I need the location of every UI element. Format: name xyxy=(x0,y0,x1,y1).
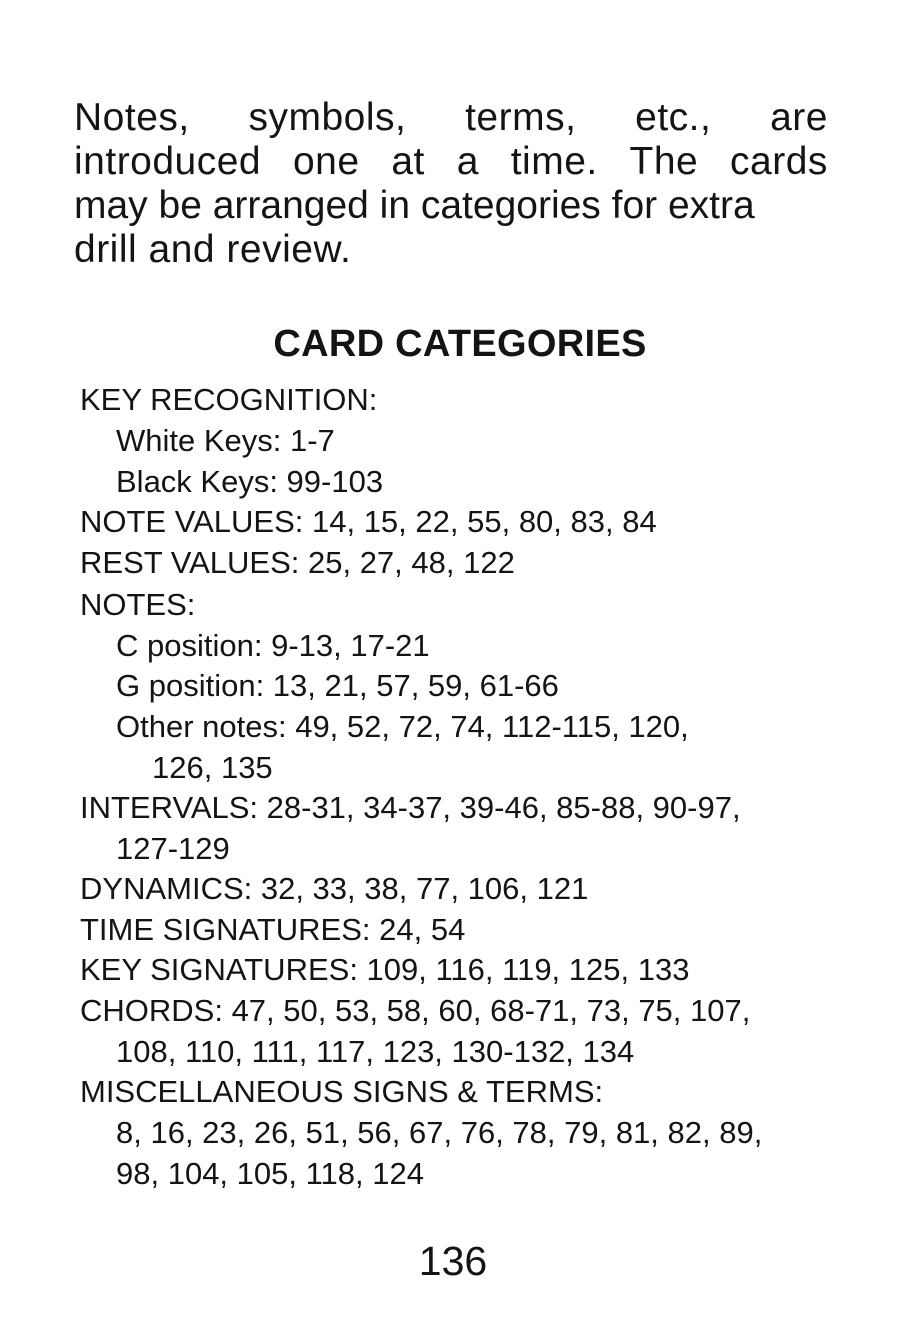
subcategory-other-notes-continued: 126, 135 xyxy=(152,750,273,785)
intro-word: a xyxy=(456,140,479,183)
category-rest-values: REST VALUES: 25, 27, 48, 122 xyxy=(80,545,515,580)
category-miscellaneous-values-continued: 98, 104, 105, 118, 124 xyxy=(116,1156,424,1191)
section-heading: CARD CATEGORIES xyxy=(273,323,647,365)
category-note-values: NOTE VALUES: 14, 15, 22, 55, 80, 83, 84 xyxy=(80,504,657,539)
subcategory-black-keys: Black Keys: 99-103 xyxy=(116,464,384,499)
intro-word: at xyxy=(391,140,425,183)
subcategory-g-position: G position: 13, 21, 57, 59, 61-66 xyxy=(116,668,559,703)
intro-word: are xyxy=(770,96,828,139)
intro-word: cards xyxy=(730,140,828,183)
page-number: 136 xyxy=(418,1238,488,1284)
category-key-signatures: KEY SIGNATURES: 109, 116, 119, 125, 133 xyxy=(80,952,690,987)
category-time-signatures: TIME SIGNATURES: 24, 54 xyxy=(80,912,466,947)
category-chords: CHORDS: 47, 50, 53, 58, 60, 68-71, 73, 75, 107, xyxy=(80,993,751,1028)
intro-word: one xyxy=(292,140,360,183)
intro-word: Notes, xyxy=(74,96,190,139)
category-intervals-continued: 127-129 xyxy=(116,831,230,866)
intro-word: terms, xyxy=(465,96,577,139)
subcategory-other-notes: Other notes: 49, 52, 72, 74, 112-115, 120, xyxy=(116,709,689,744)
category-dynamics: DYNAMICS: 32, 33, 38, 77, 106, 121 xyxy=(80,871,589,906)
intro-line-4: drill and review. xyxy=(74,228,352,271)
category-notes: NOTES: xyxy=(80,587,196,622)
intro-word: etc., xyxy=(635,96,712,139)
intro-word: The xyxy=(629,140,699,183)
category-key-recognition: KEY RECOGNITION: xyxy=(80,382,378,417)
category-miscellaneous-values: 8, 16, 23, 26, 51, 56, 67, 76, 78, 79, 81, 82, 89, xyxy=(116,1115,763,1150)
intro-word: symbols, xyxy=(248,96,407,139)
category-intervals: INTERVALS: 28-31, 34-37, 39-46, 85-88, 90-97, xyxy=(80,790,741,825)
subcategory-c-position: C position: 9-13, 17-21 xyxy=(116,628,430,663)
subcategory-white-keys: White Keys: 1-7 xyxy=(116,423,335,458)
category-miscellaneous: MISCELLANEOUS SIGNS & TERMS: xyxy=(80,1074,604,1109)
intro-line-3: may be arranged in categories for extra xyxy=(74,184,755,227)
intro-word: introduced xyxy=(74,140,262,183)
intro-word: time. xyxy=(510,140,598,183)
category-chords-continued: 108, 110, 111, 117, 123, 130-132, 134 xyxy=(116,1034,635,1069)
